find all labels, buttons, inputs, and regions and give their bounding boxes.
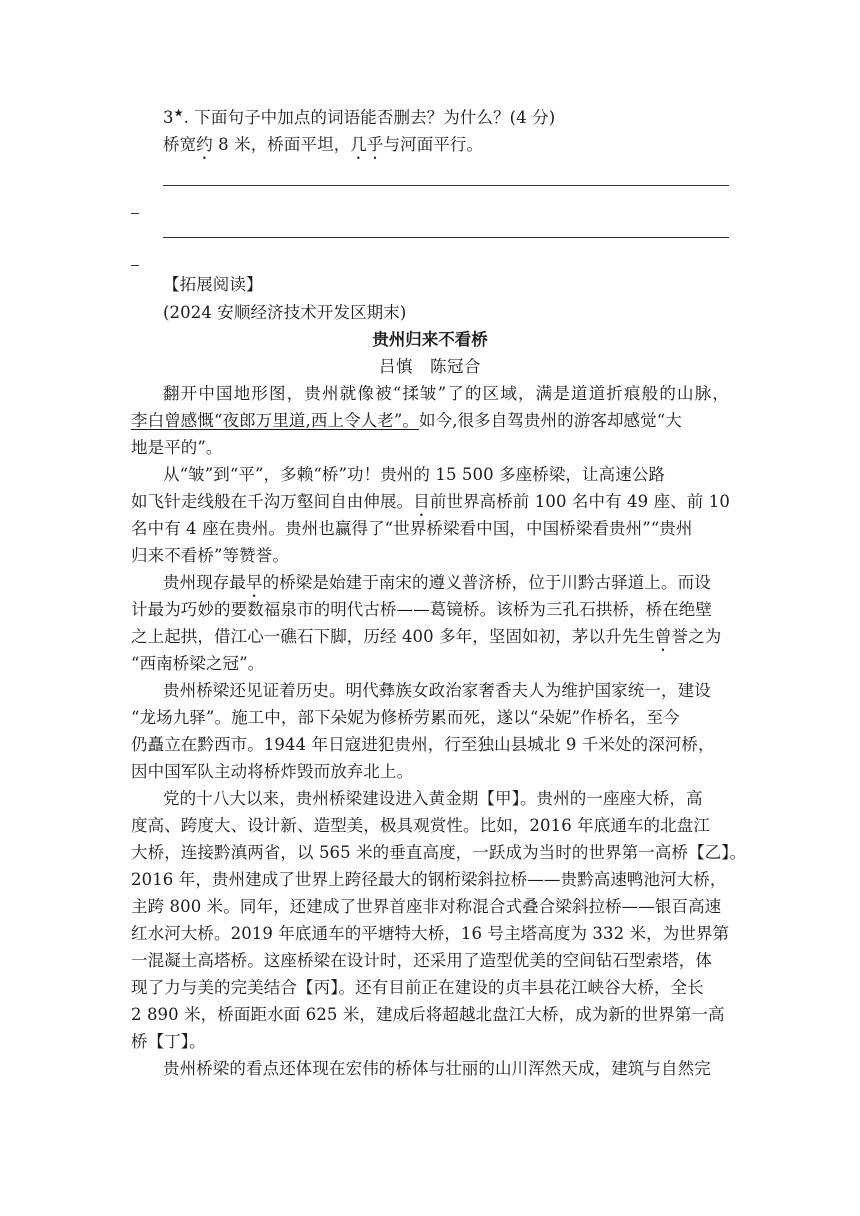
paragraph-line: 之上起拱，借江心一礁石下脚，历经 400 多年，坚固如初，茅以升先生曾誉之为 <box>131 627 722 646</box>
dotted-word: 约 <box>196 135 213 154</box>
dotted-word: 目 <box>413 492 430 511</box>
paragraph-line: 李白曾感慨“夜郎万里道,西上令人老”。如今,很多自驾贵州的游客却感觉“大 <box>131 411 682 430</box>
article-authors: 吕慎 陈冠合 <box>379 357 481 376</box>
dotted-word: 曾 <box>654 627 672 646</box>
paragraph-line: 如飞针走线般在千沟万壑间自由伸展。目前世界高桥前 100 名中有 49 座、前 10 <box>131 492 730 511</box>
answer-line-tail <box>131 213 139 214</box>
underlined-quote: 李白曾感慨“夜郎万里道,西上令人老”。 <box>131 411 420 430</box>
paragraph-line: 度高、跨度大、设计新、造型美，极具观赏性。比如，2016 年底通车的北盘江 <box>131 816 710 835</box>
question-3-prompt <box>163 107 729 129</box>
paragraph-line: 贵州桥梁还见证着历史。明代彝族女政治家奢香夫人为维护国家统一，建设 <box>163 681 711 700</box>
paragraph-line: 因中国军队主动将桥炸毁而放弃北上。 <box>131 762 414 781</box>
paragraph-line: 一混凝土高塔桥。这座桥梁在设计时，还采用了造型优美的空间钻石型索塔，体 <box>131 951 712 970</box>
paragraph-line: 现了力与美的完美结合【丙】。还有目前正在建设的贞丰县花江峡谷大桥，全长 <box>131 978 704 997</box>
dotted-word: 早 <box>246 573 263 592</box>
paragraph-line: 党的十八大以来，贵州桥梁建设进入黄金期【甲】。贵州的一座座大桥，高 <box>163 789 703 808</box>
paragraph-line: 归来不看桥”等赞誉。 <box>131 546 289 565</box>
question-text: . 下面句子中加点的词语能否删去？为什么？(4 分) <box>183 108 556 127</box>
star-icon: ★ <box>173 106 184 120</box>
paragraph-line: 计最为巧妙的要数福泉市的明代古桥——葛镜桥。该桥为三孔石拱桥，桥在绝壁 <box>131 600 712 619</box>
paragraph-line: 翻开中国地形图，贵州就像被“揉皱”了的区域，满是道道折痕般的山脉， <box>163 384 729 403</box>
source-note: (2024 安顺经济技术开发区期末) <box>163 303 407 322</box>
paragraph-line: 从“皱”到“平”，多赖“桥”功！贵州的 15 500 多座桥梁，让高速公路 <box>163 465 666 484</box>
article-title: 贵州归来不看桥 <box>372 330 488 349</box>
paragraph-line: 2 890 米，桥面距水面 625 米，建成后将超越北盘江大桥，成为新的世界第一高 <box>131 1005 725 1024</box>
paragraph-line: 贵州桥梁的看点还体现在宏伟的桥体与壮丽的山川浑然天成，建筑与自然完 <box>163 1059 711 1078</box>
answer-line-tail <box>131 265 139 266</box>
answer-line[interactable] <box>163 237 729 238</box>
paragraph-line: 贵州现存最早的桥梁是始建于南宋的遵义普济桥，位于川黔古驿道上。而设 <box>163 573 711 592</box>
paragraph-line: “西南桥梁之冠”。 <box>131 654 265 673</box>
question-number: 3 <box>163 108 174 127</box>
paragraph-line: 地是平的”。 <box>131 438 223 457</box>
paragraph-line: 名中有 4 座在贵州。贵州也赢得了“世界桥梁看中国，中国桥梁看贵州”“贵州 <box>131 519 693 538</box>
paragraph-line: 仍矗立在黔西市。1944 年日寇进犯贵州，行至独山县城北 9 千米处的深河桥， <box>131 735 715 754</box>
paragraph-line: 桥【丁】。 <box>131 1032 206 1051</box>
paragraph-line: 大桥，连接黔滇两省，以 565 米的垂直高度，一跃成为当时的世界第一高桥【乙】。 <box>131 843 747 862</box>
section-heading: 【拓展阅读】 <box>163 275 263 294</box>
answer-line[interactable] <box>163 185 729 186</box>
question-sentence: 桥宽约 8 米，桥面平坦，几乎与河面平行。 <box>163 135 484 154</box>
paragraph-line: 主跨 800 米。同年，还建成了世界首座非对称混合式叠合梁斜拉桥——银百高速 <box>131 897 722 916</box>
dotted-word: 几乎 <box>350 135 384 154</box>
paragraph-line: 红水河大桥。2019 年底通车的平塘特大桥，16 号主塔高度为 332 米，为世界第 <box>131 924 730 943</box>
paragraph-line: 2016 年，贵州建成了世界上跨径最大的钢桁梁斜拉桥——贵黔高速鸭池河大桥， <box>131 870 727 889</box>
paragraph-line: “龙场九驿”。施工中，部下朵妮为修桥劳累而死，遂以“朵妮”作桥名，至今 <box>131 708 680 727</box>
